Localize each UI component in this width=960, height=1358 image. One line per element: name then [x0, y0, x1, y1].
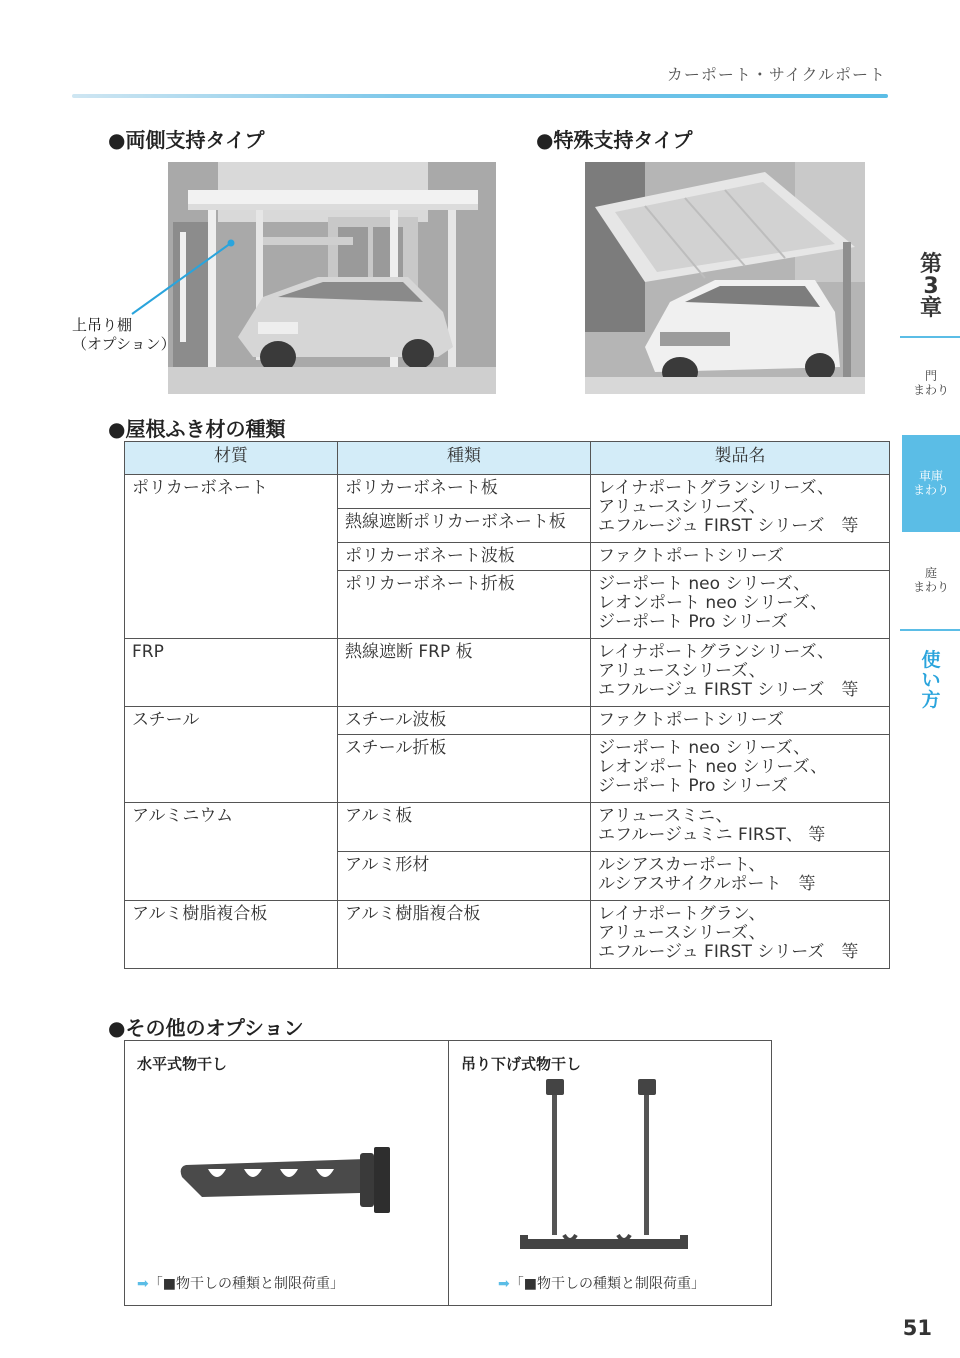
arrow-right-icon: ➡	[498, 1276, 510, 1292]
hanging-shelf-callout	[72, 316, 176, 354]
side-divider	[900, 336, 960, 338]
header-title: カーポート・サイクルポート	[666, 65, 886, 84]
usage-char: 使	[921, 649, 941, 671]
product-cell	[591, 571, 890, 639]
material-cell: アルミニウム	[125, 803, 338, 901]
product-line: アリュースミニ、	[598, 806, 733, 826]
product-line: アリュースシリーズ、	[598, 923, 766, 943]
table-row	[125, 475, 890, 509]
column-header: 種類	[338, 442, 591, 475]
chapter-char: 3	[923, 274, 939, 299]
product-line: レオンポート neo シリーズ、	[598, 757, 828, 777]
side-item-garage[interactable]	[902, 435, 960, 532]
product-line: ジーポート neo シリーズ、	[598, 574, 811, 594]
type-cell: アルミ樹脂複合板	[338, 901, 591, 969]
product-line: ルシアスサイクルポート 等	[598, 874, 816, 894]
callout-label: 上吊り棚	[72, 316, 133, 334]
usage-char: い	[921, 669, 941, 691]
product-line: アリュースシリーズ、	[598, 497, 766, 517]
special-support-carport-photo	[585, 162, 865, 394]
table-header-row	[125, 442, 890, 475]
product-line: ルシアスカーポート、	[598, 855, 766, 875]
chapter-char: 第	[919, 252, 942, 277]
column-header: 材質	[125, 442, 338, 475]
side-item-label: まわり	[912, 483, 949, 497]
product-line: エフルージュ FIRST シリーズ 等	[598, 516, 859, 536]
side-item-usage[interactable]	[902, 650, 960, 710]
double-support-heading: ●両側支持タイプ	[108, 128, 265, 152]
product-cell	[591, 543, 890, 571]
type-cell: ポリカーボネート折板	[338, 571, 591, 639]
product-cell	[591, 735, 890, 803]
chapter-char: 章	[919, 296, 942, 321]
type-cell: 熱線遮断ポリカーボネート板	[338, 509, 591, 543]
material-cell: ポリカーボネート	[125, 475, 338, 639]
roof-material-heading: ●屋根ふき材の種類	[108, 417, 286, 441]
product-cell	[591, 707, 890, 735]
page-number: 51	[902, 1316, 932, 1340]
product-cell	[591, 852, 890, 901]
product-line: ファクトポートシリーズ	[598, 546, 784, 566]
dryer-reference-link[interactable]	[137, 1273, 344, 1293]
horizontal-dryer-icon	[178, 1145, 396, 1217]
type-cell: アルミ形材	[338, 852, 591, 901]
product-line: ジーポート Pro シリーズ	[598, 776, 788, 796]
product-line: ジーポート Pro シリーズ	[598, 612, 788, 632]
product-line: エフルージュミニ FIRST、 等	[598, 825, 826, 845]
material-cell: アルミ樹脂複合板	[125, 901, 338, 969]
table-row	[125, 901, 890, 969]
hanging-dryer-label: 吊り下げ式物干し	[461, 1055, 582, 1073]
side-divider	[900, 629, 960, 631]
side-item-gate[interactable]	[902, 369, 960, 397]
table-row	[125, 639, 890, 707]
type-cell: 熱線遮断 FRP 板	[338, 639, 591, 707]
other-options-heading: ●その他のオプション	[108, 1016, 304, 1040]
arrow-right-icon: ➡	[137, 1276, 149, 1292]
product-line: レイナポートグラン、	[598, 904, 766, 924]
dryer-reference-text: 「■物干しの種類と制限荷重」	[509, 1276, 705, 1292]
product-line: エフルージュ FIRST シリーズ 等	[598, 942, 859, 962]
side-item-label: 庭	[924, 566, 937, 580]
usage-char: 方	[921, 689, 941, 711]
product-cell	[591, 803, 890, 852]
product-line: ジーポート neo シリーズ、	[598, 738, 811, 758]
product-cell	[591, 901, 890, 969]
type-cell: スチール折板	[338, 735, 591, 803]
product-line: レイナポートグランシリーズ、	[598, 478, 835, 498]
type-cell: ポリカーボネート波板	[338, 543, 591, 571]
type-cell: アルミ板	[338, 803, 591, 852]
product-line: レオンポート neo シリーズ、	[598, 593, 828, 613]
side-item-label: 門	[924, 369, 937, 383]
table-row	[125, 707, 890, 735]
type-cell: ポリカーボネート板	[338, 475, 591, 509]
product-cell	[591, 475, 890, 543]
product-line: ファクトポートシリーズ	[598, 710, 784, 730]
material-cell: スチール	[125, 707, 338, 803]
hanging-dryer-icon	[518, 1077, 690, 1263]
side-item-label: まわり	[912, 580, 949, 594]
dryer-reference-link[interactable]	[498, 1273, 705, 1293]
product-line: レイナポートグランシリーズ、	[598, 642, 835, 662]
side-item-label: まわり	[912, 383, 949, 397]
column-header: 製品名	[591, 442, 890, 475]
callout-leader-line	[130, 238, 236, 316]
header-divider	[72, 94, 888, 98]
material-cell: FRP	[125, 639, 338, 707]
callout-label-option: （オプション）	[72, 335, 176, 353]
special-support-heading: ●特殊支持タイプ	[536, 128, 693, 152]
type-cell: スチール波板	[338, 707, 591, 735]
dryer-reference-text: 「■物干しの種類と制限荷重」	[148, 1276, 344, 1292]
product-line: アリュースシリーズ、	[598, 661, 766, 681]
roof-material-table	[124, 441, 890, 969]
product-cell	[591, 639, 890, 707]
side-item-garden[interactable]	[902, 566, 960, 594]
table-row	[125, 803, 890, 852]
product-line: エフルージュ FIRST シリーズ 等	[598, 680, 859, 700]
options-divider	[448, 1040, 449, 1305]
side-item-label: 車庫	[918, 469, 943, 483]
special-support-carport-illustration	[585, 162, 865, 394]
horizontal-dryer-label: 水平式物干し	[137, 1055, 228, 1073]
chapter-3-tab[interactable]	[902, 254, 960, 320]
